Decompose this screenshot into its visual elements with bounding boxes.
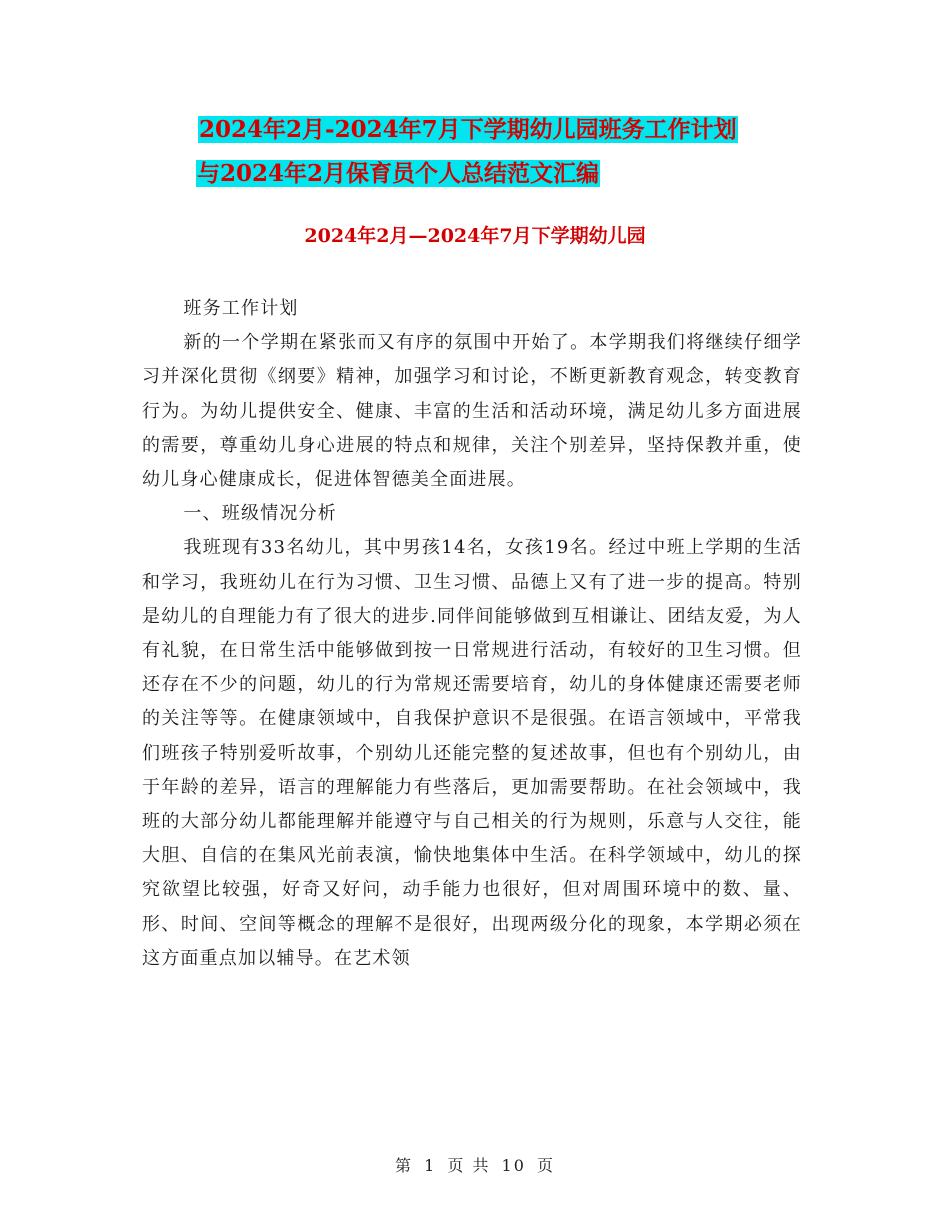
document-title-line-2 — [196, 156, 950, 192]
document-title-line-1 — [198, 112, 950, 148]
footer-prefix: 第 — [394, 1156, 413, 1175]
paragraph-class-analysis: 我班现有33名幼儿，其中男孩14名，女孩19名。经过中班上学期的生活和学习，我班幼儿在行为习惯、卫生习惯、品德上又有了进一步的提高。特别是幼儿的自理能力有了很大的进步.同伴间能够做到互相谦让、团结友爱，为人有礼貌，在日常生活中能够做到按一日常规进行活动，有较好的卫生习惯。但还存在不少的问题，幼儿的行为常规还需要培育，幼儿的身体健康还需要老师的关注等等。在健康领域中，自我保护意识不是很强。在语言领域中，平常我们班孩子特别爱听故事，个别幼儿还能完整的复述故事，但也有个别幼儿，由于年龄的差异，语言的理解能力有些落后，更加需要帮助。在社会领域中，我班的大部分幼儿都能理解并能遵守与自己相关的行为规则，乐意与人交往，能大胆、自信的在集风光前表演，愉快地集体中生活。在科学领域中，幼儿的探究欲望比较强，好奇又好问，动手能力也很好，但对周围环境中的数、量、形、时间、空间等概念的理解不是很好，出现两级分化的现象，本学期必须在这方面重点加以辅导。在艺术领 — [142, 537, 802, 969]
page-footer — [0, 1153, 950, 1176]
title-line-1-text: 2024年2月-2024年7月下学期幼儿园班务工作计划 — [199, 116, 737, 143]
title-line-2-text: 与2024年2月保育员个人总结范文汇编 — [197, 160, 600, 187]
paragraph-heading-plan: 班务工作计划 — [183, 298, 299, 319]
footer-page-number: 1 — [424, 1156, 437, 1175]
footer-total-pages: 10 — [501, 1156, 526, 1175]
paragraph-heading-class-analysis: 一、班级情况分析 — [183, 503, 337, 525]
footer-suffix: 页 — [537, 1156, 556, 1175]
paragraph-intro: 新的一个学期在紧张而又有序的氛围中开始了。本学期我们将继续仔细学习并深化贯彻《纲要》精神，加强学习和讨论，不断更新教育观念，转变教育行为。为幼儿提供安全、健康、丰富的生活和活动环境，满足幼儿多方面进展的需要，尊重幼儿身心进展的特点和规律，关注个别差异，坚持保教并重，使幼儿身心健康成长，促进体智德美全面进展。 — [142, 332, 802, 491]
document-body — [142, 292, 802, 976]
footer-middle: 页 共 — [447, 1156, 491, 1175]
section-title: 2024年2月—2024年7月下学期幼儿园 — [304, 225, 646, 247]
